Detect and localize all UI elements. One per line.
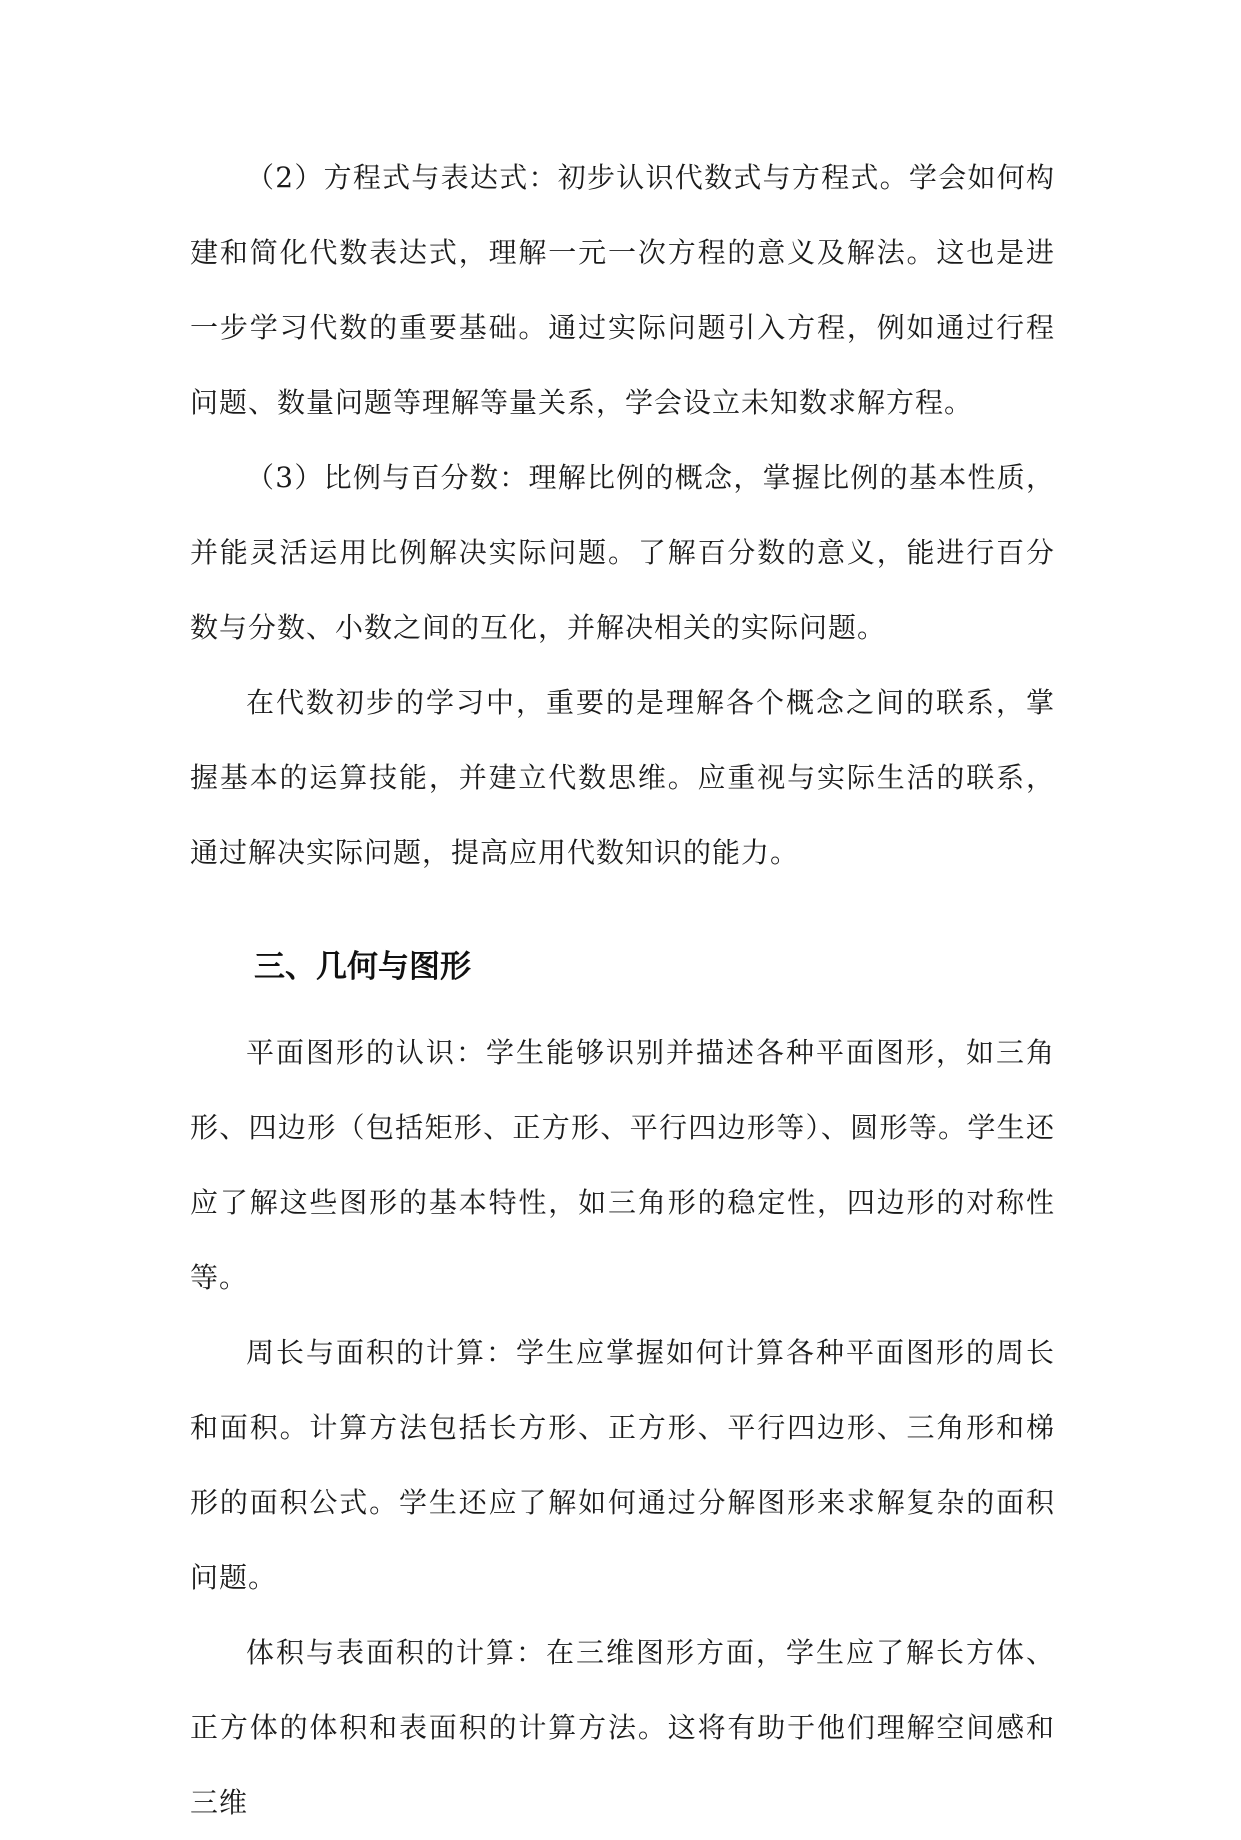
paragraph-perimeter-area: 周长与面积的计算：学生应掌握如何计算各种平面图形的周长和面积。计算方法包括长方形、正方形、平行四边形、三角形和梯形的面积公式。学生还应了解如何通过分解图形来求解复杂的面积问题。 <box>190 1336 1055 1594</box>
paragraph-equations-expressions: （2）方程式与表达式：初步认识代数式与方程式。学会如何构建和简化代数表达式，理解一元一次方程的意义及解法。这也是进一步学习代数的重要基础。通过实际问题引入方程，例如通过行程问题、数量问题等理解等量关系，学会设立未知数求解方程。 <box>190 161 1055 419</box>
paragraph-algebra-summary: 在代数初步的学习中，重要的是理解各个概念之间的联系，掌握基本的运算技能，并建立代数思维。应重视与实际生活的联系，通过解决实际问题，提高应用代数知识的能力。 <box>190 686 1055 869</box>
paragraph-plane-figures: 平面图形的认识：学生能够识别并描述各种平面图形，如三角形、四边形（包括矩形、正方形、平行四边形等）、圆形等。学生还应了解这些图形的基本特性，如三角形的稳定性，四边形的对称性等。 <box>190 1036 1055 1294</box>
paragraph-ratio-percentage: （3）比例与百分数：理解比例的概念，掌握比例的基本性质，并能灵活运用比例解决实际问题。了解百分数的意义，能进行百分数与分数、小数之间的互化，并解决相关的实际问题。 <box>190 461 1055 644</box>
spacer <box>190 890 1055 930</box>
spacer <box>190 1005 1055 1015</box>
section-heading-geometry: 三、几何与图形 <box>254 949 471 985</box>
document-body <box>190 140 1055 1840</box>
paragraph-volume-surface-area: 体积与表面积的计算：在三维图形方面，学生应了解长方体、正方体的体积和表面积的计算方法。这将有助于他们理解空间感和三维 <box>190 1636 1055 1819</box>
